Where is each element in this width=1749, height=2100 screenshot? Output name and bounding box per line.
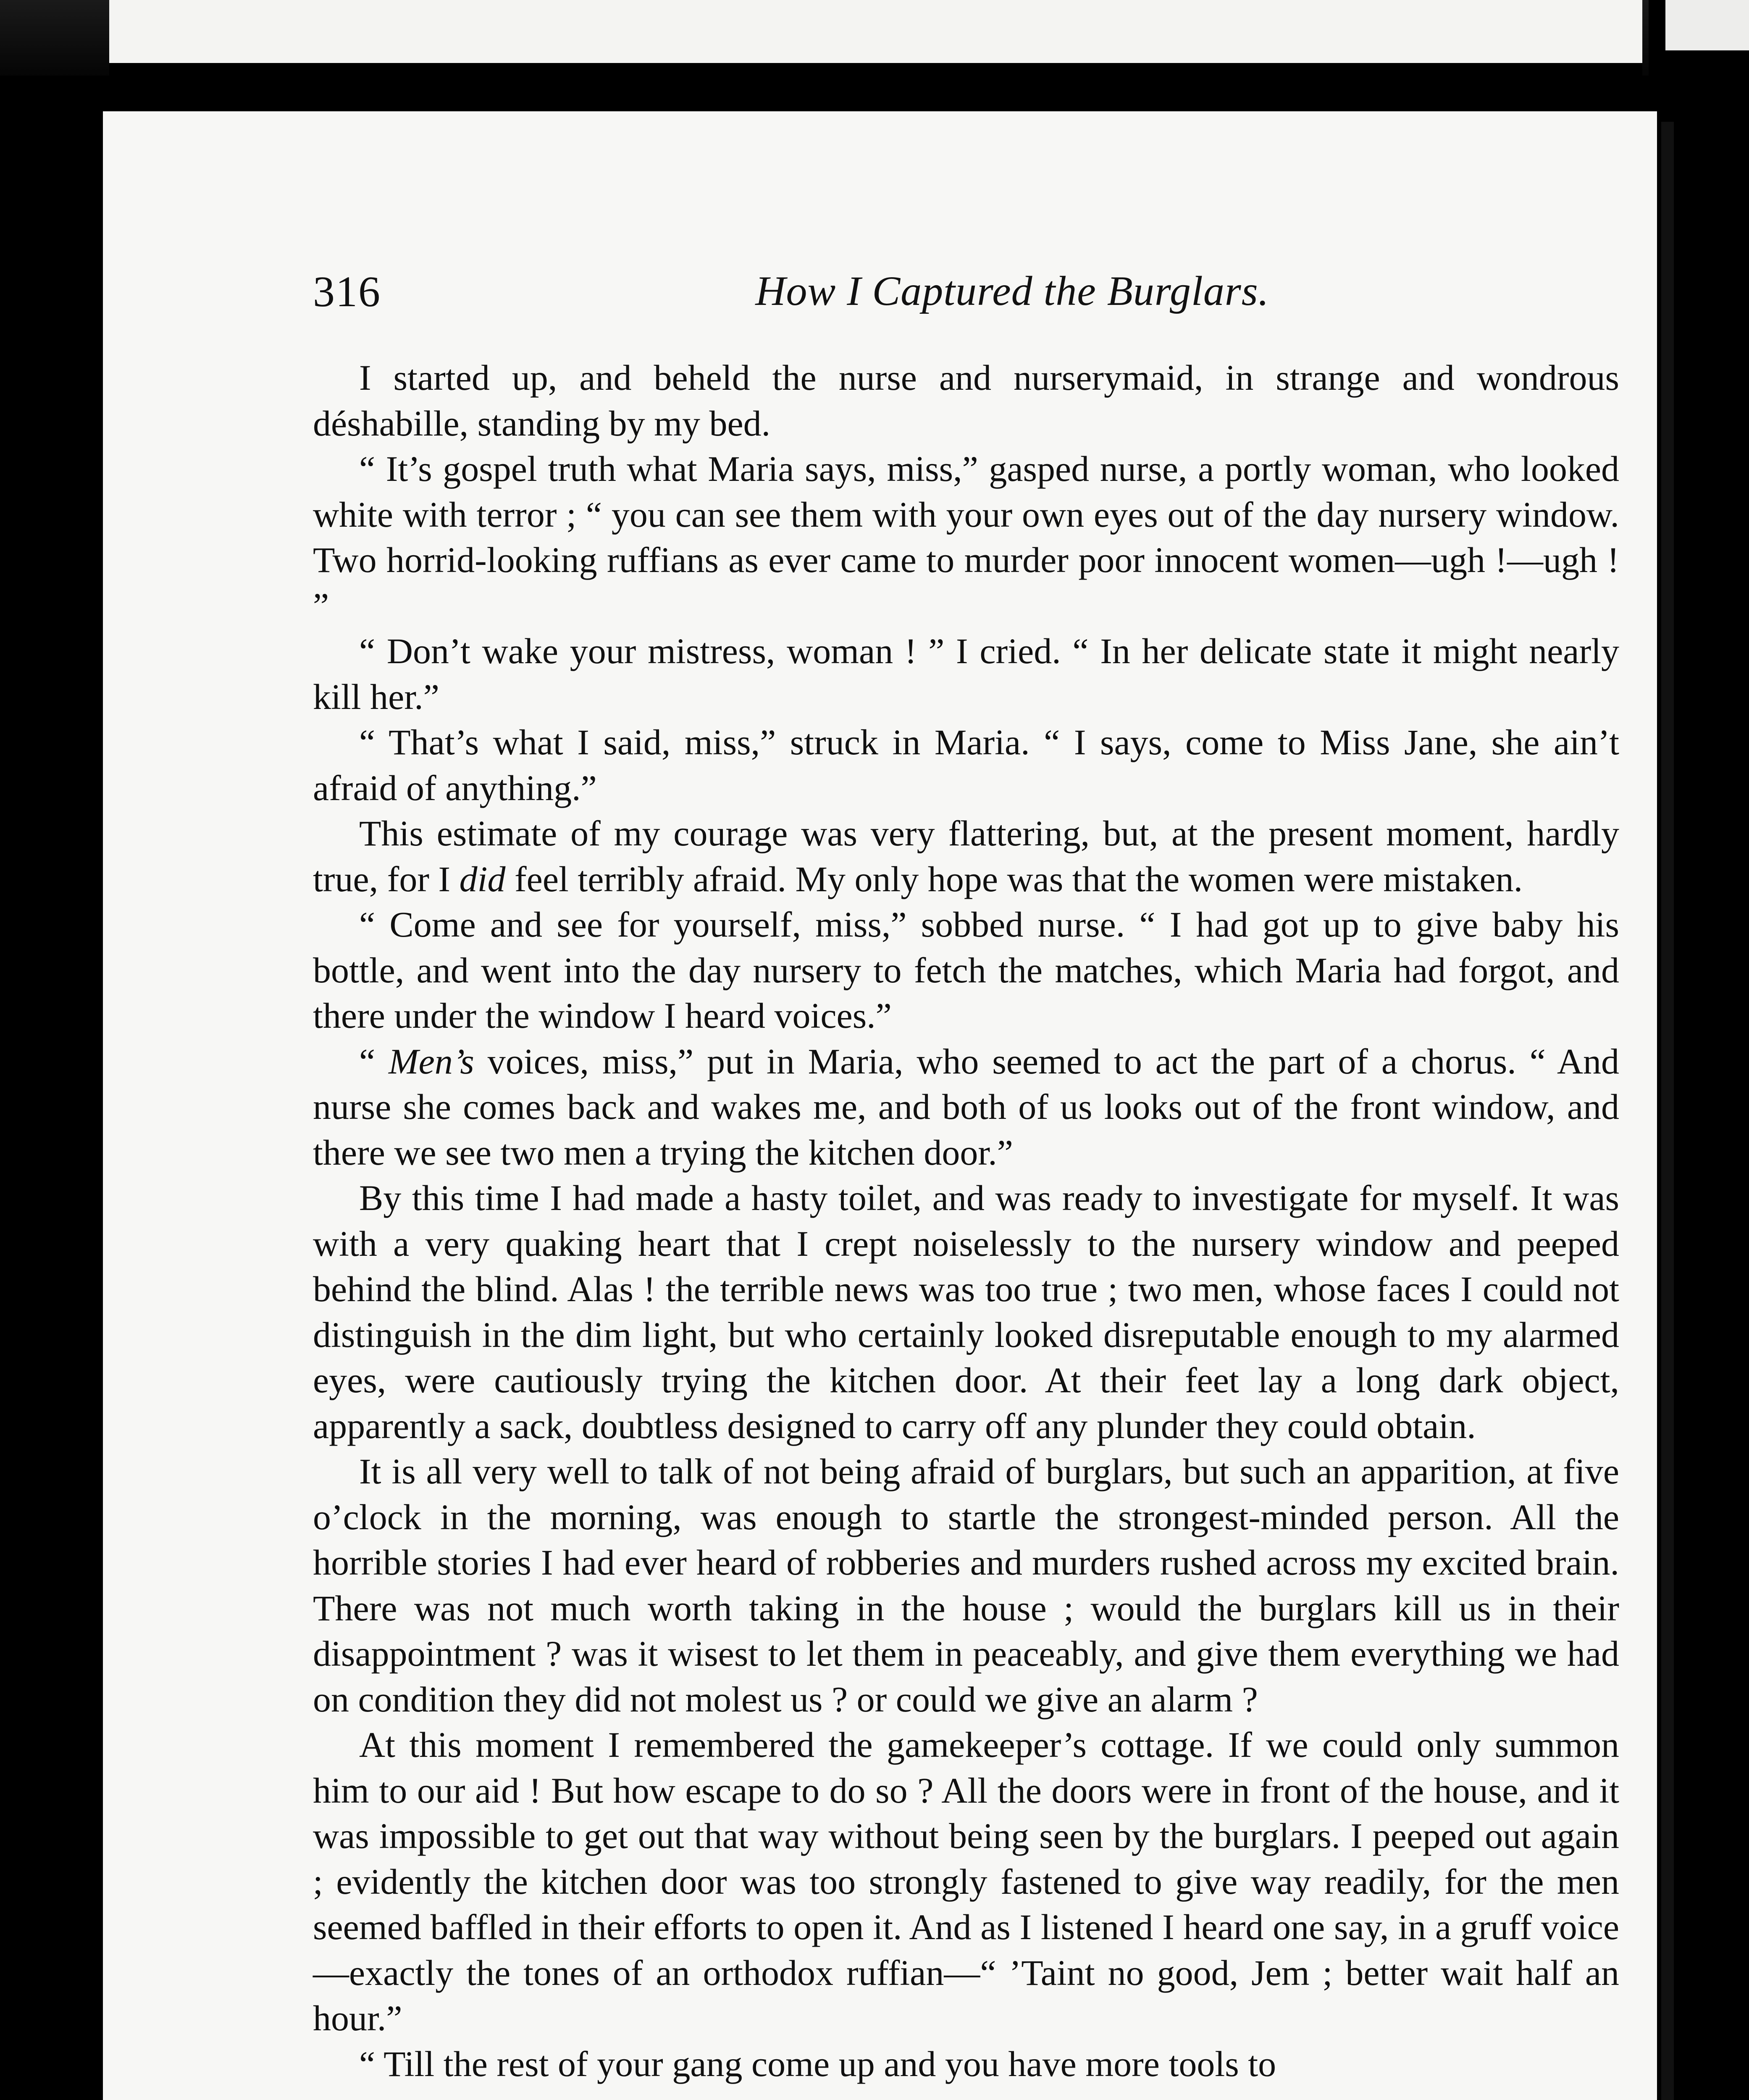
previous-page-edge (109, 0, 1642, 71)
text-run: voices, miss,” put in Maria, who seemed to act the part of a chorus. “ And nurse she comes back and wakes me, and both of us looks out of the front window, and there we see two men a trying the kitchen door.” (313, 1041, 1619, 1173)
italic-emphasis: did (459, 858, 506, 899)
text-run: “ (359, 1041, 389, 1082)
running-head (313, 267, 1619, 355)
paragraph: “ Don’t wake your mistress, woman ! ” I cried. “ In her delicate state it might nearly kill her.” (313, 631, 1619, 717)
paragraph (313, 811, 1619, 902)
text-run: feel terribly afraid. My only hope was that the women were mistaken. (505, 858, 1523, 899)
body-text (313, 355, 1619, 2087)
paragraph: “ Come and see for yourself, miss,” sobbed nurse. “ I had got up to give baby his bottle, and went into the day nursery to fetch the matches, which Maria had forgot, and there under the window I heard voices.” (313, 904, 1619, 1036)
paragraph: “ It’s gospel truth what Maria says, miss,” gasped nurse, a portly woman, who looked white with terror ; “ you can see them with your own eyes out of the day nursery window. Two horrid-looking ruffians as ever came to murder poor innocent women—ugh !—ugh ! ” (313, 449, 1619, 626)
paragraph: By this time I had made a hasty toilet, and was ready to investigate for myself. It was with a very quaking heart that I crept noiselessly to the nursery window and peeped behind the blind. Alas ! the terrible news was too true ; two men, whose faces I could not distinguish in the dim light, but who certainly looked disreputable enough to my alarmed eyes, were cautiously trying the kitchen door. At their feet lay a long dark object, apparently a sack, doubtless designed to carry off any plunder they could obtain. (313, 1178, 1619, 1446)
binding-edge-line (1661, 122, 1674, 2100)
text-run: This estimate of my courage was very flattering, but, at the present moment, hardly true, for I (313, 813, 1619, 899)
page-divider-shadow (109, 63, 1642, 76)
paragraph (313, 1039, 1619, 1176)
page-number: 316 (313, 268, 381, 316)
paragraph: I started up, and beheld the nurse and nurserymaid, in strange and wondrous déshabille, standing by my bed. (313, 357, 1619, 444)
paragraph: “ That’s what I said, miss,” struck in Maria. “ I says, come to Miss Jane, she ain’t afraid of anything.” (313, 722, 1619, 808)
page-content (313, 267, 1619, 2087)
adjacent-page-corner (1665, 0, 1749, 50)
paragraph: At this moment I remembered the gamekeeper’s cottage. If we could only summon him to our aid ! But how escape to do so ? All the doors were in front of the house, and it was impossible to get out that way without being seen by the burglars. I peeped out again ; evidently the kitchen door was too strongly fastened to give way readily, for the men seemed baffled in their efforts to open it. And as I listened I heard one say, in a gruff voice—exactly the tones of an orthodox ruffian—“ ’Taint no good, Jem ; better wait half an hour.” (313, 1725, 1619, 2038)
paragraph: “ Till the rest of your gang come up and you have more tools to (359, 2043, 1276, 2084)
italic-emphasis: Men’s (389, 1041, 474, 1082)
paragraph: It is all very well to talk of not being afraid of burglars, but such an apparition, at five o’clock in the morning, was enough to startle the strongest-minded person. All the horrible stories I had ever heard of robberies and murders rushed across my excited brain. There was not much worth taking in the house ; would the burglars kill us in their disappointment ? was it wisest to let them in peaceably, and give them everything we had on condition they did not molest us ? or could we give an alarm ? (313, 1451, 1619, 1719)
running-title: How I Captured the Burglars. (755, 268, 1269, 314)
book-page (103, 111, 1657, 2100)
